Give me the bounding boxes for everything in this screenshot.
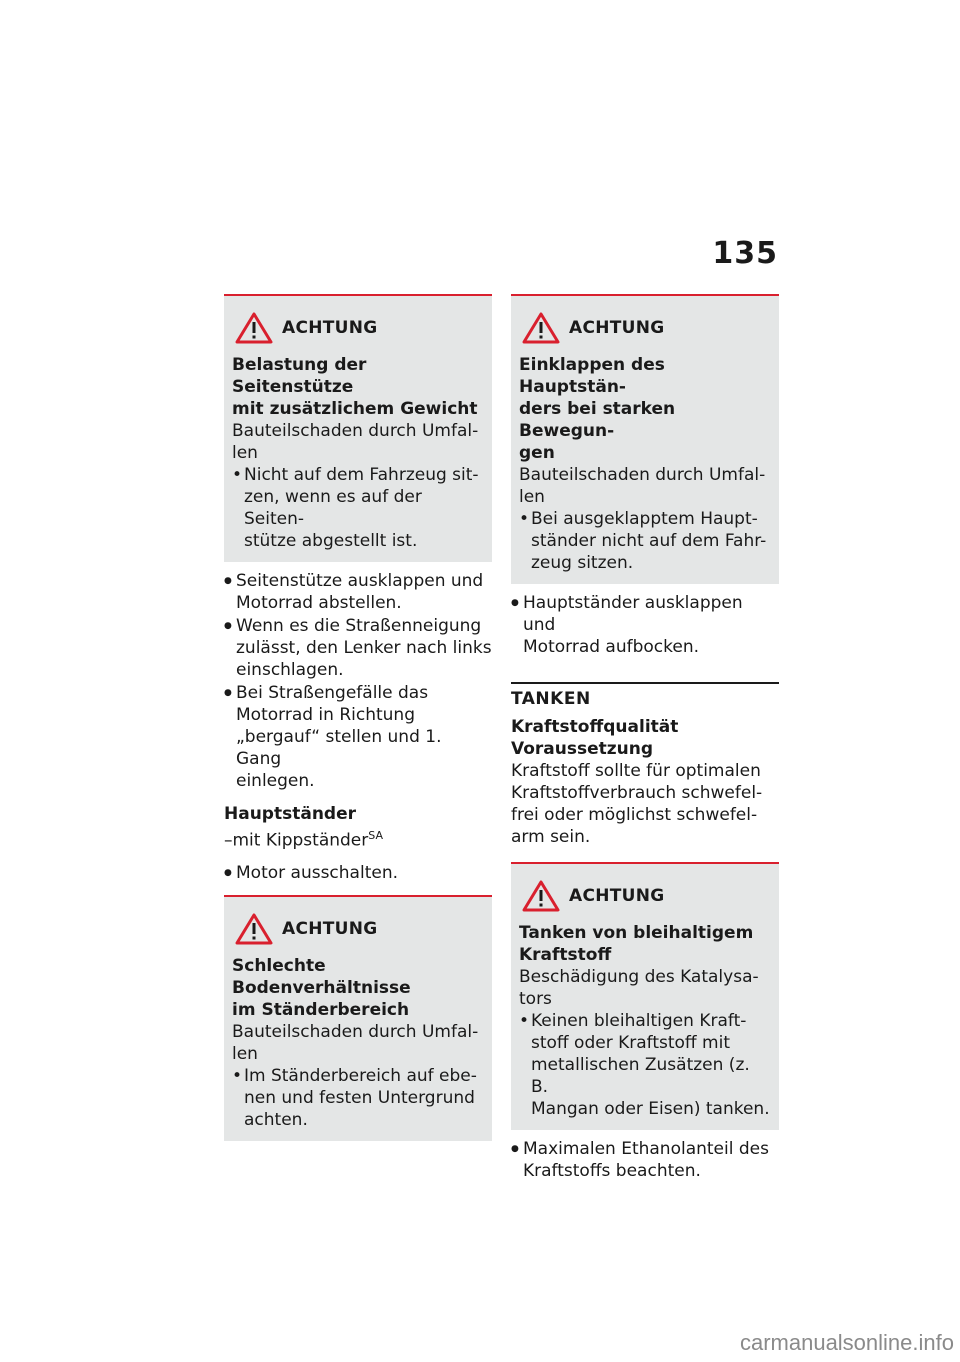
warning-label: ACHTUNG	[569, 318, 665, 338]
page-number: 135	[712, 236, 778, 271]
step-item	[224, 862, 492, 884]
step-line: ● Bei Straßengefälle das	[236, 683, 429, 703]
sub-heading: Hauptständer	[224, 804, 356, 824]
warning-box	[511, 862, 779, 1130]
warning-header	[519, 306, 771, 350]
step-item	[511, 1138, 779, 1182]
warning-text: Beschädigung des Katalysa-	[519, 967, 759, 987]
step-line: Motorrad in Richtung	[236, 705, 415, 725]
warning-text: len	[232, 443, 258, 463]
warning-triangle-icon	[521, 879, 561, 913]
warning-bullet	[519, 1010, 771, 1120]
warning-bullet-line: nen und festen Untergrund	[244, 1087, 475, 1108]
warning-bullet	[519, 508, 771, 574]
step-line: ● Hauptständer ausklappen und	[523, 593, 743, 635]
warning-title: Einklappen des Hauptstän-	[519, 355, 665, 397]
warning-bullet-line: stütze abgestellt ist.	[244, 531, 418, 551]
step-line: zulässt, den Lenker nach links	[236, 638, 492, 658]
warning-title: Tanken von bleihaltigem	[519, 923, 754, 943]
warning-text: len	[232, 1043, 258, 1064]
steps-list	[224, 570, 492, 792]
step-line: „bergauf“ stellen und 1. Gang	[236, 727, 442, 769]
warning-bullet-line: metallischen Zusätzen (z. B.	[531, 1055, 750, 1097]
warning-label: ACHTUNG	[282, 918, 378, 939]
warning-bullet-line: achten.	[244, 1109, 308, 1130]
paragraph	[511, 760, 779, 848]
sa-marker: SA	[368, 829, 383, 842]
warning-bullet	[232, 1065, 484, 1131]
step-item	[511, 592, 779, 658]
warning-bullet-line: • Bei ausgeklapptem Haupt-	[531, 509, 758, 529]
warning-title: ders bei starken Bewegun-	[519, 399, 676, 441]
warning-label: ACHTUNG	[569, 886, 665, 906]
step-line: ● Motor ausschalten.	[236, 862, 398, 883]
step-item	[224, 615, 492, 681]
warning-triangle-icon	[234, 311, 274, 345]
right-column	[511, 294, 779, 1183]
warning-title: Schlechte Bodenverhältnisse	[232, 955, 411, 998]
step-line: einschlagen.	[236, 660, 344, 680]
paragraph-line: arm sein.	[511, 827, 591, 847]
step-line: ● Wenn es die Straßenneigung	[236, 616, 482, 636]
variant-note: –mit Kippständer$^{SA}$	[224, 829, 383, 851]
warning-text: tors	[519, 989, 552, 1009]
paragraph-line: frei oder möglichst schwefel-	[511, 805, 758, 825]
warning-text: Bauteilschaden durch Umfal-	[519, 465, 766, 485]
steps-list	[511, 1138, 779, 1182]
warning-text: len	[519, 487, 545, 507]
warning-box	[224, 294, 492, 562]
step-line: Motorrad abstellen.	[236, 593, 402, 613]
warning-bullet-line: • Keinen bleihaltigen Kraft-	[531, 1011, 747, 1031]
steps-list	[511, 592, 779, 658]
warning-text: Bauteilschaden durch Umfal-	[232, 1021, 479, 1042]
sub-heading: Voraussetzung	[511, 739, 654, 759]
step-line: einlegen.	[236, 771, 315, 791]
step-line: ● Maximalen Ethanolanteil des	[523, 1139, 769, 1159]
step-item	[224, 570, 492, 614]
warning-bullet-line: stoff oder Kraftstoff mit	[531, 1033, 730, 1053]
warning-bullet-line: • Im Ständerbereich auf ebe-	[244, 1065, 477, 1086]
warning-box	[224, 895, 492, 1141]
steps-list	[224, 862, 492, 884]
warning-header	[232, 907, 484, 951]
warning-label: ACHTUNG	[282, 318, 378, 338]
warning-bullet-line: ständer nicht auf dem Fahr-	[531, 531, 767, 551]
warning-text: Bauteilschaden durch Umfal-	[232, 421, 479, 441]
warning-triangle-icon	[234, 912, 274, 946]
watermark: carmanualsonline.info	[739, 1330, 954, 1355]
sub-heading: Kraftstoffqualität	[511, 717, 679, 737]
warning-triangle-icon	[521, 311, 561, 345]
paragraph-line: Kraftstoff sollte für optimalen	[511, 761, 761, 781]
step-line: Kraftstoffs beachten.	[523, 1161, 701, 1181]
step-line: Motorrad aufbocken.	[523, 637, 700, 657]
step-line: ● Seitenstütze ausklappen und	[236, 571, 484, 591]
section-title: TANKEN	[511, 682, 779, 710]
warning-bullet-line: • Nicht auf dem Fahrzeug sit-	[244, 465, 479, 485]
step-item	[224, 682, 492, 792]
warning-title: Belastung der Seitenstütze	[232, 355, 367, 397]
warning-title: im Ständerbereich	[232, 999, 410, 1020]
warning-box	[511, 294, 779, 584]
warning-title: gen	[519, 443, 555, 463]
warning-bullet-line: zeug sitzen.	[531, 553, 634, 573]
warning-bullet-line: Mangan oder Eisen) tanken.	[531, 1099, 770, 1119]
left-column	[224, 294, 492, 1149]
warning-header	[232, 306, 484, 350]
paragraph-line: Kraftstoffverbrauch schwefel-	[511, 783, 763, 803]
warning-bullet-line: zen, wenn es auf der Seiten-	[244, 487, 422, 529]
warning-title: Kraftstoff	[519, 945, 612, 965]
warning-bullet	[232, 464, 484, 552]
warning-title: mit zusätzlichem Gewicht	[232, 399, 478, 419]
warning-header	[519, 874, 771, 918]
